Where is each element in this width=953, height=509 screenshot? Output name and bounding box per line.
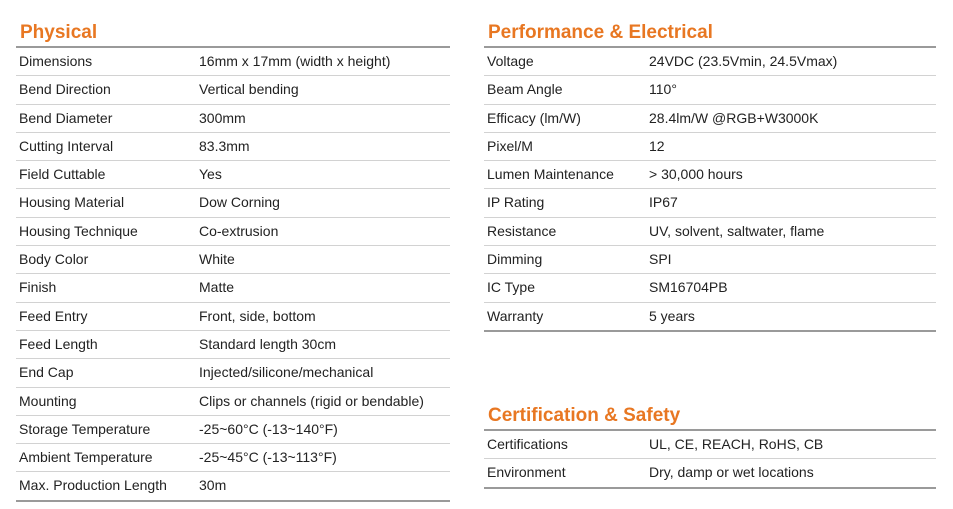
spec-label: Environment <box>487 464 566 481</box>
table-row <box>484 303 936 332</box>
table-row <box>16 359 450 387</box>
spec-label: Feed Entry <box>19 307 88 324</box>
spec-label: Voltage <box>487 53 534 69</box>
spec-value: White <box>199 251 235 268</box>
table-row <box>484 246 936 274</box>
physical-title: Physical <box>16 20 450 48</box>
spec-value: UL, CE, REACH, RoHS, CB <box>649 436 824 452</box>
spec-value: 28.4lm/W @RGB+W3000K <box>649 109 819 126</box>
table-row <box>16 303 450 331</box>
spec-label: Resistance <box>487 222 557 239</box>
table-row <box>484 274 936 302</box>
spec-value: Matte <box>199 279 235 296</box>
spec-value: Standard length 30cm <box>199 335 336 352</box>
certification-table <box>484 431 936 489</box>
spec-value: 5 years <box>649 307 695 324</box>
spec-label: Body Color <box>19 251 89 268</box>
spec-label: Warranty <box>487 307 544 324</box>
table-row <box>484 459 936 488</box>
spec-label: Dimensions <box>19 53 93 69</box>
spec-value: 30m <box>199 477 227 494</box>
spec-label: Mounting <box>19 392 77 409</box>
spec-value: IP67 <box>649 194 678 211</box>
table-row <box>484 48 936 76</box>
spec-label: Housing Technique <box>19 222 138 239</box>
spec-label: Efficacy (lm/W) <box>487 109 581 126</box>
spec-value: UV, solvent, saltwater, flame <box>649 222 825 239</box>
table-row <box>16 331 450 359</box>
spec-value: Dow Corning <box>199 194 280 211</box>
spec-value: Clips or channels (rigid or bendable) <box>199 392 424 409</box>
physical-section <box>16 20 450 502</box>
performance-title: Performance & Electrical <box>484 20 936 48</box>
spec-value: 300mm <box>199 109 246 126</box>
table-row <box>16 246 450 274</box>
table-row <box>16 48 450 76</box>
spec-value: Yes <box>199 166 222 183</box>
table-row <box>16 388 450 416</box>
spec-value: SPI <box>649 251 672 268</box>
spec-label: Bend Direction <box>19 81 111 98</box>
spec-label: Housing Material <box>19 194 125 211</box>
table-row <box>16 105 450 133</box>
spec-value: 12 <box>649 137 665 154</box>
spec-value: Dry, damp or wet locations <box>649 464 814 481</box>
performance-section <box>484 20 936 332</box>
spec-value: 83.3mm <box>199 137 250 154</box>
table-row <box>484 161 936 189</box>
spec-label: Feed Length <box>19 335 98 352</box>
spec-label: Dimming <box>487 251 543 268</box>
spec-value: > 30,000 hours <box>649 166 743 183</box>
spec-label: Certifications <box>487 436 568 452</box>
table-row <box>16 133 450 161</box>
table-row <box>16 161 450 189</box>
table-row <box>484 218 936 246</box>
spec-value: Injected/silicone/mechanical <box>199 364 374 381</box>
spec-value: -25~60°C (-13~140°F) <box>199 420 338 437</box>
table-row <box>484 133 936 161</box>
spec-label: Ambient Temperature <box>19 449 153 466</box>
table-row <box>16 218 450 246</box>
certification-title: Certification & Safety <box>484 403 936 431</box>
table-row <box>16 472 450 501</box>
performance-table <box>484 48 936 332</box>
spec-value: 16mm x 17mm (width x height) <box>199 53 391 69</box>
table-row <box>16 189 450 217</box>
table-row <box>484 431 936 459</box>
spec-value: -25~45°C (-13~113°F) <box>199 449 337 466</box>
spec-label: Bend Diameter <box>19 109 113 126</box>
table-row <box>16 444 450 472</box>
table-row <box>484 189 936 217</box>
spec-label: IC Type <box>487 279 535 296</box>
spec-label: Finish <box>19 279 57 296</box>
spec-value: Vertical bending <box>199 81 299 98</box>
spec-label: IP Rating <box>487 194 545 211</box>
spec-label: Beam Angle <box>487 81 563 98</box>
spec-label: Field Cuttable <box>19 166 106 183</box>
spec-value: Front, side, bottom <box>199 307 316 324</box>
table-row <box>16 76 450 104</box>
spec-label: Lumen Maintenance <box>487 166 614 183</box>
physical-table <box>16 48 450 502</box>
spec-label: Storage Temperature <box>19 420 151 437</box>
spec-value: Co-extrusion <box>199 222 279 239</box>
table-row <box>484 105 936 133</box>
spec-label: End Cap <box>19 364 74 381</box>
spec-value: SM16704PB <box>649 279 728 296</box>
spec-label: Pixel/M <box>487 137 533 154</box>
table-row <box>16 274 450 302</box>
certification-section <box>484 403 936 489</box>
spec-label: Max. Production Length <box>19 477 167 494</box>
spec-label: Cutting Interval <box>19 137 114 154</box>
table-row <box>16 416 450 444</box>
spec-value: 24VDC (23.5Vmin, 24.5Vmax) <box>649 53 838 69</box>
spec-value: 110° <box>649 81 677 98</box>
table-row <box>484 76 936 104</box>
